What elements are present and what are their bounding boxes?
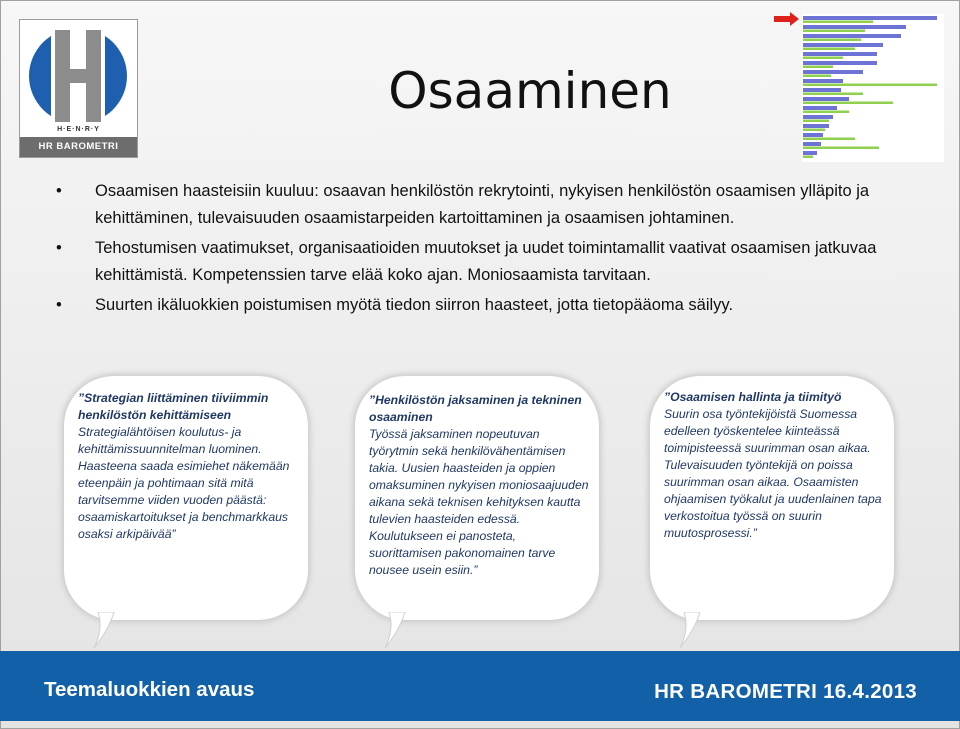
thumb-bar-blue	[803, 97, 849, 101]
bullet-item	[56, 292, 886, 319]
quote-body: Strategialähtöisen koulutus- ja kehittämissuunnitelman luominen. Haasteena saada esimiehet näkemään eteenpäin ja pohtimaan sitä mitä tarvitsemme viiden vuoden päästä: osaamiskartoitukset ja benchmarkkaus osaksi arkipäivää”	[78, 425, 290, 541]
bullet-item	[56, 235, 886, 288]
bullet-text: Osaamisen haasteisiin kuuluu: osaavan henkilöstön rekrytointi, nykyisen henkilöstön osaamisen ylläpito ja kehittäminen, tulevaisuuden osaamistarpeiden kartoittaminen ja osaamisen johtaminen.	[95, 182, 870, 227]
thumb-bar-blue	[803, 142, 821, 146]
thumb-bar-green	[803, 39, 861, 42]
thumb-bar-blue	[803, 151, 817, 155]
thumb-bar-blue	[803, 115, 833, 119]
thumb-bar-green	[803, 66, 833, 69]
logo-wordmark: H·E·N·R·Y	[57, 126, 100, 133]
quote-text	[664, 389, 884, 542]
red-arrow-icon	[774, 12, 799, 26]
bullet-text: Tehostumisen vaatimukset, organisaatioiden muutokset ja uudet toimintamallit vaativat osaamisen jatkuvaa kehittämistä. Kompetenssien tarve elää koko ajan. Moniosaamista tarvitaan.	[95, 239, 877, 284]
footer-bar	[0, 651, 960, 721]
thumb-bar-blue	[803, 16, 937, 20]
thumb-bar-blue	[803, 34, 901, 38]
quote-bubble	[650, 376, 894, 620]
henry-h-icon	[25, 26, 131, 138]
bubble-tail	[383, 612, 413, 652]
thumb-bar-green	[803, 57, 843, 60]
logo-band: HR BAROMETRI	[20, 137, 137, 157]
thumb-bar-blue	[803, 43, 883, 47]
thumb-bar-green	[803, 30, 865, 33]
thumb-bar-green	[803, 93, 863, 96]
thumb-bar-blue	[803, 70, 863, 74]
bullet-dot: •	[56, 239, 62, 257]
thumb-bar-green	[803, 102, 893, 105]
thumb-bar-green	[803, 84, 937, 87]
bullet-dot: •	[56, 296, 62, 314]
bullet-text: Suurten ikäluokkien poistumisen myötä tiedon siirron haasteet, jotta tietopääoma säilyy.	[95, 296, 734, 314]
thumbnail-bar-chart	[772, 10, 944, 162]
thumb-bar-green	[803, 120, 829, 123]
quote-heading: ”Strategian liittäminen tiiviimmin henkilöstön kehittämiseen	[78, 391, 269, 422]
thumb-bar-green	[803, 111, 849, 114]
footer-topic: Teemaluokkien avaus	[44, 678, 255, 701]
quote-bubble	[64, 376, 308, 620]
quote-body: Suurin osa työntekijöistä Suomessa edelleen työskentelee kiinteässä toimipisteessä suurimman osan aikaa. Tulevaisuuden työntekijä on poissa suurimman osan aikaa. Osaamisten ohjaamisen työkalut ja uudenlainen tapa verkostoitua työssä on suurin muutosprosessi.”	[664, 407, 882, 540]
bubble-tail	[92, 612, 122, 652]
thumb-bar-blue	[803, 133, 823, 137]
thumb-bar-green	[803, 156, 813, 159]
thumb-bar-green	[803, 147, 879, 150]
henry-logo	[19, 19, 138, 158]
thumb-bar-blue	[803, 52, 877, 56]
footer-event-date: HR BAROMETRI 16.4.2013	[654, 680, 917, 703]
thumb-bar-green	[803, 129, 825, 132]
quote-heading: ”Henkilöstön jaksaminen ja tekninen osaaminen	[369, 393, 582, 424]
bubble-tail	[678, 612, 708, 652]
quote-bubble	[355, 376, 599, 620]
quote-heading: ”Osaamisen hallinta ja tiimityö	[664, 390, 842, 404]
thumb-bar-blue	[803, 88, 841, 92]
bullet-item	[56, 178, 886, 231]
thumb-bar-blue	[803, 79, 843, 83]
thumb-bar-blue	[803, 124, 829, 128]
slide-title: Osaaminen	[388, 62, 672, 120]
thumb-bar-blue	[803, 25, 906, 29]
bullet-list	[56, 178, 886, 323]
thumb-bar-blue	[803, 106, 837, 110]
thumb-bar-green	[803, 21, 873, 24]
thumb-bar-blue	[803, 61, 877, 65]
thumb-bar-green	[803, 48, 855, 51]
quote-text	[369, 392, 589, 579]
thumb-bar-green	[803, 75, 831, 78]
bullet-dot: •	[56, 182, 62, 200]
quote-text	[78, 390, 298, 543]
quote-body: Työssä jaksaminen nopeutuvan työrytmin sekä henkilövähentämisen takia. Uusien haasteiden ja oppien omaksuminen nykyisen moniosaajuuden aikana sekä teknisen kehityksen kautta tulevien haasteiden edessä. Koulutukseen ei panosteta, suorittamisen pakonomainen tarve nousee usein esiin.”	[369, 427, 589, 577]
thumb-bar-green	[803, 138, 855, 141]
